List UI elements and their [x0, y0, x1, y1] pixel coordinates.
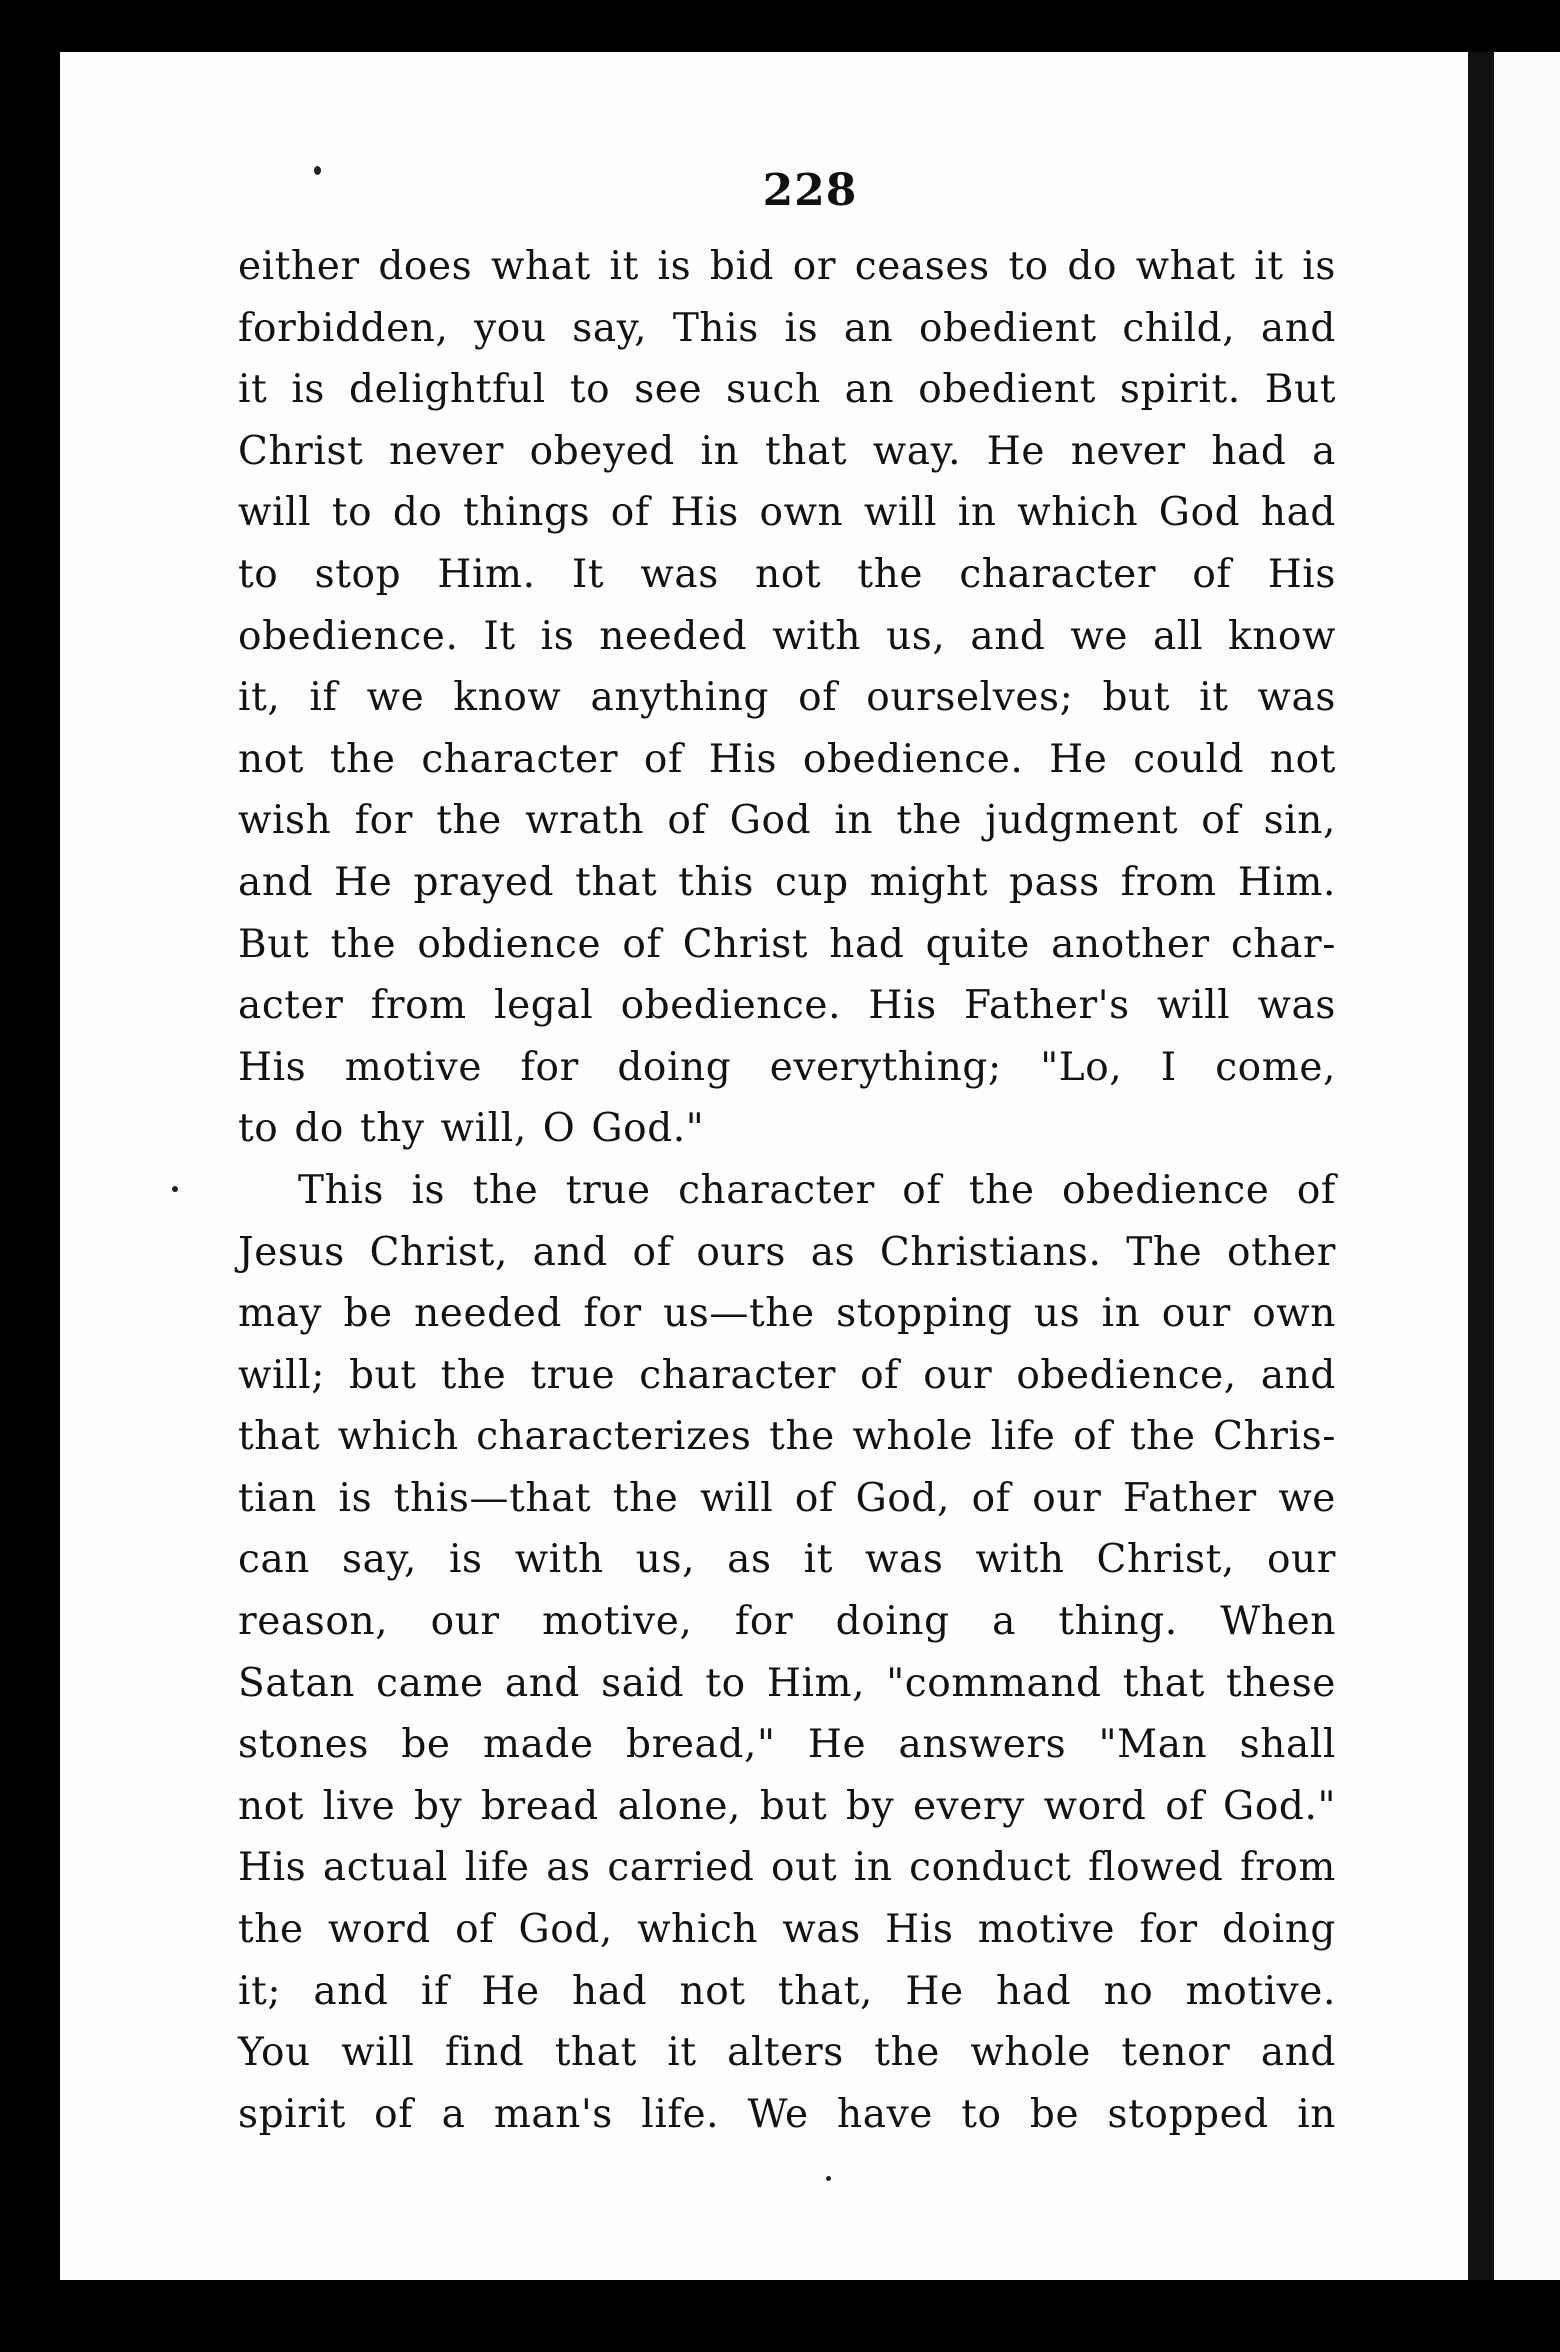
paragraph: [238, 1160, 1336, 2146]
text-line: obedience. It is needed with us, and we all know: [238, 613, 1336, 659]
scan-speck: [172, 1186, 178, 1192]
text-line: it; and if He had not that, He had no motive.: [238, 1968, 1336, 2014]
text-line: will to do things of His own will in which God had: [238, 490, 1336, 536]
text-line: tian is this—that the will of God, of our Father we: [238, 1475, 1336, 1521]
text-line: stones be made bread," He answers "Man shall: [238, 1722, 1336, 1768]
text-line: may be needed for us—the stopping us in our own: [238, 1291, 1336, 1337]
text-line: not the character of His obedience. He could not: [238, 736, 1336, 782]
text-line: it, if we know anything of ourselves; but it was: [238, 675, 1336, 721]
text-line: acter from legal obedience. His Father's will was: [238, 983, 1336, 1029]
page-number: 228: [762, 165, 858, 216]
facing-page-edge: [1494, 52, 1560, 2280]
text-line: This is the true character of the obedience of: [298, 1167, 1336, 1213]
text-line: forbidden, you say, This is an obedient child, and: [238, 305, 1336, 351]
text-line: not live by bread alone, but by every word of God.": [238, 1783, 1336, 1829]
text-line: reason, our motive, for doing a thing. When: [238, 1599, 1336, 1645]
text-line: Satan came and said to Him, "command that these: [238, 1660, 1336, 1706]
text-line: Jesus Christ, and of ours as Christians. The other: [238, 1229, 1336, 1275]
text-line: either does what it is bid or ceases to do what it is: [238, 244, 1336, 289]
text-line: His actual life as carried out in conduct flowed from: [238, 1845, 1336, 1891]
text-line: can say, is with us, as it was with Christ, our: [238, 1537, 1336, 1583]
text-line: His motive for doing everything; "Lo, I come,: [238, 1044, 1336, 1090]
text-line: You will find that it alters the whole tenor and: [238, 2030, 1336, 2076]
text-line: and He prayed that this cup might pass from Him.: [238, 859, 1336, 905]
text-line: Christ never obeyed in that way. He never had a: [238, 428, 1336, 474]
text-line: But the obdience of Christ had quite another char-: [238, 921, 1336, 967]
text-line: wish for the wrath of God in the judgment of sin,: [238, 798, 1336, 844]
paragraph: [238, 236, 1336, 1160]
binding-shadow: [1468, 52, 1494, 2280]
text-line: spirit of a man's life. We have to be stopped in: [238, 2091, 1336, 2137]
text-line: the word of God, which was His motive for doing: [238, 1907, 1336, 1953]
text-line: will; but the true character of our obedience, and: [238, 1352, 1336, 1398]
text-line: to do thy will, O God.": [238, 1106, 705, 1152]
text-line: to stop Him. It was not the character of His: [238, 551, 1336, 597]
body-text: [238, 236, 1336, 2145]
text-line: it is delightful to see such an obedient spirit. But: [238, 367, 1336, 413]
scan-speck: [826, 2176, 831, 2181]
text-line: that which characterizes the whole life of the Chris-: [238, 1414, 1336, 1460]
